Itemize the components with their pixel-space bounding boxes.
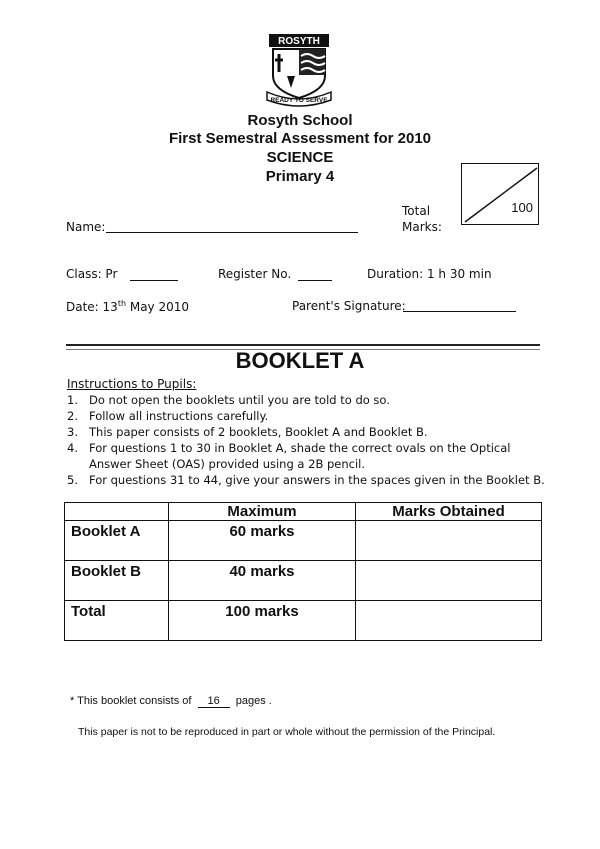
pages-note-suffix: pages .: [235, 695, 272, 707]
row-obtained[interactable]: [356, 601, 542, 641]
date-month-year: May 2010: [126, 300, 190, 314]
table-row: [65, 601, 542, 641]
instruction-item: 3. This paper consists of 2 booklets, Booklet A and Booklet B.: [67, 425, 428, 439]
name-label: Name:: [66, 220, 106, 234]
row-name: Booklet B: [65, 561, 169, 601]
reproduction-notice: This paper is not to be reproduced in part or whole without the permission of the Principal.: [78, 726, 496, 738]
register-no-input-line[interactable]: [298, 280, 332, 281]
booklet-title: BOOKLET A: [235, 348, 365, 373]
date-suffix-sup: th: [117, 299, 127, 308]
name-input-line[interactable]: [106, 232, 358, 233]
school-name: Rosyth School: [247, 112, 353, 129]
row-maximum: 100 marks: [169, 601, 356, 641]
instruction-item: 5. For questions 31 to 44, give your answers in the spaces given in the Booklet B.: [67, 473, 545, 487]
row-name: Total: [65, 601, 169, 641]
date-label: [66, 299, 189, 314]
pages-note-prefix: * This booklet consists of: [70, 695, 192, 707]
instruction-item: 2. Follow all instructions carefully.: [67, 409, 269, 423]
parent-signature-line[interactable]: [403, 311, 516, 312]
row-name: Booklet A: [65, 521, 169, 561]
register-no-label: Register No.: [218, 267, 292, 281]
table-header-row: [65, 503, 542, 521]
table-row: [65, 521, 542, 561]
total-marks-box: [461, 163, 539, 225]
level-title: Primary 4: [265, 168, 335, 185]
school-crest-logo: [265, 32, 333, 108]
instruction-item: 4. For questions 1 to 30 in Booklet A, shade the correct ovals on the Optical Answer Sheet (OAS) provided using a 2B pencil.: [67, 441, 511, 471]
class-label: Class: Pr: [66, 267, 118, 281]
pages-count: 16: [198, 695, 230, 708]
row-maximum: 40 marks: [169, 561, 356, 601]
marks-table: [64, 502, 542, 641]
subject-title: SCIENCE: [266, 149, 334, 166]
row-maximum: 60 marks: [169, 521, 356, 561]
row-obtained[interactable]: [356, 561, 542, 601]
assessment-title: First Semestral Assessment for 2010: [168, 130, 432, 147]
table-row: [65, 561, 542, 601]
crest-motto: READY TO SERVE: [270, 97, 328, 104]
instructions-list: [67, 392, 547, 488]
date-day: Date: 13: [66, 300, 118, 314]
table-header-maximum: Maximum: [169, 503, 356, 521]
class-input-line[interactable]: [130, 280, 178, 281]
table-header-blank: [65, 503, 169, 521]
total-marks-label-line2: Marks:: [402, 220, 442, 234]
total-marks-label-line1: Total: [402, 204, 431, 218]
crest-top-text: ROSYTH: [278, 36, 320, 47]
row-obtained[interactable]: [356, 521, 542, 561]
parent-signature-label: Parent's Signature:: [292, 299, 406, 313]
pages-note: [70, 695, 272, 708]
total-marks-value: 100: [511, 200, 533, 215]
instruction-item: 1. Do not open the booklets until you are told to do so.: [67, 393, 390, 407]
table-header-marks-obtained: Marks Obtained: [356, 503, 542, 521]
duration-label: Duration: 1 h 30 min: [367, 267, 492, 281]
diagonal-line: [462, 164, 540, 226]
instructions-title: Instructions to Pupils:: [67, 377, 197, 391]
